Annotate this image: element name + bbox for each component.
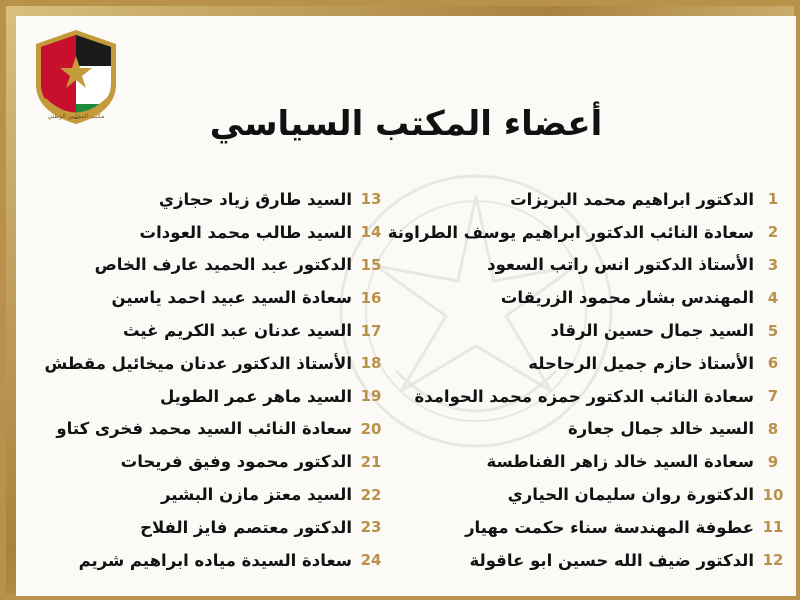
list-item: [24, 183, 384, 216]
list-item: [386, 281, 786, 314]
member-number: 2: [767, 223, 779, 242]
list-item: [24, 314, 384, 347]
content-panel: [16, 16, 796, 596]
member-number: 1: [767, 190, 779, 209]
member-number: 9: [767, 452, 779, 471]
members-column-left: [24, 183, 384, 577]
list-item: [24, 347, 384, 380]
list-item: [24, 544, 384, 577]
member-number: 24: [360, 551, 382, 570]
list-item: [386, 380, 786, 413]
member-number: 19: [360, 387, 382, 406]
member-name: المهندس بشار محمود الزريقات: [500, 288, 754, 308]
member-name: عطوفة المهندسة سناء حكمت مهيار: [465, 517, 754, 537]
list-item: [24, 511, 384, 544]
list-item: [24, 249, 384, 282]
member-name: الأستاذ الدكتور عدنان ميخائيل مقطش: [44, 353, 352, 373]
member-name: سعادة النائب الدكتور ابراهيم يوسف الطراونة: [387, 222, 754, 242]
member-number: 16: [360, 288, 382, 307]
member-number: 6: [767, 354, 779, 373]
list-item: [24, 281, 384, 314]
member-name: السيد ماهر عمر الطويل: [159, 386, 352, 406]
member-number: 3: [767, 255, 779, 274]
list-item: [386, 249, 786, 282]
svg-text:مكتب المجلس الوطني: مكتب المجلس الوطني: [47, 113, 105, 120]
member-name: الدكتورة روان سليمان الحياري: [507, 485, 754, 505]
member-name: الأستاذ الدكتور انس راتب السعود: [487, 255, 754, 275]
list-item: [386, 314, 786, 347]
member-name: السيد عدنان عبد الكريم غيث: [122, 321, 352, 341]
member-number: 14: [360, 223, 382, 242]
member-name: الأستاذ حازم جميل الرحاحله: [528, 353, 754, 373]
member-number: 10: [762, 485, 784, 504]
member-name: السيد خالد جمال جعارة: [567, 419, 754, 439]
list-item: [386, 478, 786, 511]
list-item: [386, 511, 786, 544]
member-number: 4: [767, 288, 779, 307]
list-item: [24, 380, 384, 413]
member-number: 20: [360, 419, 382, 438]
member-number: 8: [767, 419, 779, 438]
member-number: 21: [360, 452, 382, 471]
member-number: 22: [360, 485, 382, 504]
member-name: السيد جمال حسين الرقاد: [550, 321, 754, 341]
member-name: الدكتور ضيف الله حسين ابو عاقولة: [469, 550, 754, 570]
member-name: سعادة السيد خالد زاهر الفناطسة: [486, 452, 754, 472]
member-number: 5: [767, 321, 779, 340]
member-number: 23: [360, 518, 382, 537]
list-item: [24, 445, 384, 478]
list-item: [24, 216, 384, 249]
member-number: 18: [360, 354, 382, 373]
member-number: 13: [360, 190, 382, 209]
list-item: [386, 347, 786, 380]
member-name: الدكتور معتصم فايز الفلاح: [140, 517, 352, 537]
list-item: [386, 544, 786, 577]
member-name: سعادة السيد عبيد احمد ياسين: [111, 288, 352, 308]
list-item: [386, 413, 786, 446]
page-title: أعضاء المكتب السياسي: [209, 104, 603, 144]
member-name: السيد طارق زياد حجازي: [158, 189, 352, 209]
member-name: الدكتور ابراهيم محمد البريزات: [510, 189, 754, 209]
member-number: 11: [762, 518, 784, 537]
member-number: 15: [360, 255, 382, 274]
gold-frame: [6, 6, 794, 594]
member-number: 12: [762, 551, 784, 570]
member-number: 7: [767, 387, 779, 406]
list-item: [386, 445, 786, 478]
member-name: السيد طالب محمد العودات: [139, 222, 352, 242]
list-item: [386, 183, 786, 216]
member-number: 17: [360, 321, 382, 340]
member-name: الدكتور محمود وفيق فريحات: [120, 452, 352, 472]
member-name: سعادة النائب الدكتور حمزه محمد الحوامدة: [414, 386, 754, 406]
list-item: [24, 478, 384, 511]
member-name: سعادة النائب السيد محمد فخرى كتاو: [56, 419, 352, 439]
list-item: [386, 216, 786, 249]
member-name: السيد معتز مازن البشير: [160, 485, 352, 505]
member-name: سعادة السيدة مياده ابراهيم شريم: [78, 550, 352, 570]
member-name: الدكتور عبد الحميد عارف الخاص: [94, 255, 352, 275]
members-column-right: [386, 183, 786, 577]
list-item: [24, 413, 384, 446]
